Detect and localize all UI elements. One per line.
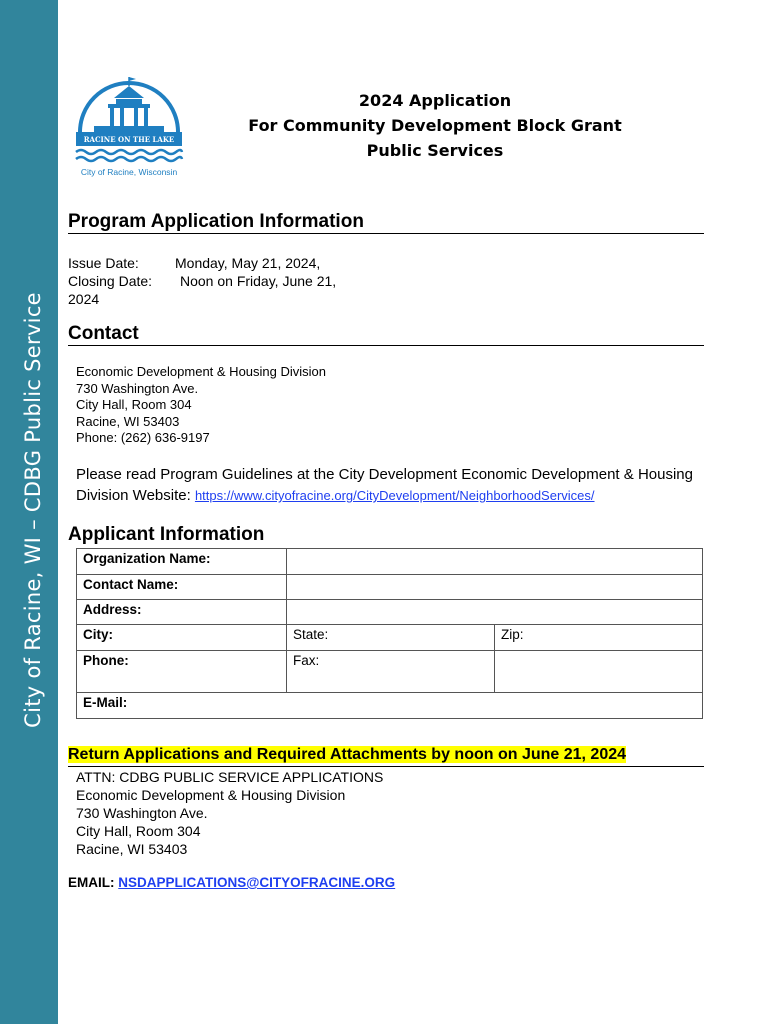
issue-date-label: Issue Date:: [68, 255, 139, 271]
city-logo: [74, 72, 184, 182]
sidebar-title: City of Racine, WI – CDBG Public Service: [21, 292, 45, 728]
contact-name-label: Contact Name:: [77, 575, 287, 600]
contact-line: 730 Washington Ave.: [76, 380, 199, 396]
organization-label: Organization Name:: [77, 549, 287, 575]
city-label: City:: [77, 625, 287, 651]
return-heading-text: Return Applications and Required Attachments by noon on June 21, 2024: [68, 746, 627, 763]
extra-field[interactable]: [495, 651, 703, 693]
logo-caption: City of Racine, Wisconsin: [80, 167, 178, 177]
contact-heading: Contact: [68, 323, 704, 346]
sidebar-band: [0, 0, 58, 1024]
contact-line: Racine, WI 53403: [76, 413, 180, 429]
return-address: [76, 768, 383, 858]
zip-label: Zip:: [501, 627, 524, 642]
title-line-1: 2024 Application: [358, 91, 512, 110]
issue-date-row: [68, 254, 320, 272]
contact-address: [76, 364, 326, 447]
applicant-form-table: [76, 548, 703, 719]
applicant-info-heading: Applicant Information: [68, 524, 265, 545]
return-line: 730 Washington Ave.: [76, 805, 208, 821]
state-label: State:: [293, 627, 329, 642]
return-email-label: EMAIL:: [68, 875, 115, 890]
email-label: E-Mail:: [83, 695, 128, 710]
guidelines-link[interactable]: https://www.cityofracine.org/CityDevelopment/NeighborhoodServices/: [194, 488, 595, 503]
return-email: [68, 875, 395, 890]
contact-line: Phone: (262) 636-9197: [76, 430, 210, 445]
address-field[interactable]: [287, 600, 703, 625]
email-field[interactable]: [77, 693, 703, 719]
contact-name-field[interactable]: [287, 575, 703, 600]
closing-date-label: Closing Date:: [68, 273, 153, 289]
return-line: ATTN: CDBG PUBLIC SERVICE APPLICATIONS: [76, 769, 384, 785]
return-heading: [68, 744, 704, 767]
return-line: Racine, WI 53403: [76, 841, 188, 857]
contact-line: City Hall, Room 304: [76, 397, 192, 412]
fax-label: Fax:: [293, 653, 320, 668]
closing-date-value: Noon on Friday, June 21,: [180, 273, 337, 289]
organization-field[interactable]: [287, 549, 703, 575]
contact-line: Economic Development & Housing Division: [76, 364, 327, 379]
program-info-heading: Program Application Information: [68, 211, 704, 234]
fax-field[interactable]: [287, 651, 495, 693]
state-field[interactable]: [287, 625, 495, 651]
address-label: Address:: [77, 600, 287, 625]
title-line-3: Public Services: [366, 141, 504, 160]
return-email-link[interactable]: NSDAPPLICATIONS@CITYOFRACINE.ORG: [118, 875, 396, 890]
guidelines-text: Please read Program Guidelines at the City Development Economic Development & Housing Division Website:: [76, 466, 693, 504]
closing-date-row: [68, 272, 336, 290]
logo-banner-text: RACINE ON THE LAKE: [83, 135, 175, 144]
closing-date-year: 2024: [68, 291, 100, 307]
title-line-2: For Community Development Block Grant: [248, 116, 622, 135]
guidelines-paragraph: [76, 464, 716, 506]
issue-date-value: Monday, May 21, 2024,: [175, 255, 321, 271]
return-line: Economic Development & Housing Division: [76, 787, 346, 803]
zip-field[interactable]: [495, 625, 703, 651]
document-title: [235, 88, 635, 163]
phone-label: Phone:: [77, 651, 287, 693]
return-line: City Hall, Room 304: [76, 823, 201, 839]
